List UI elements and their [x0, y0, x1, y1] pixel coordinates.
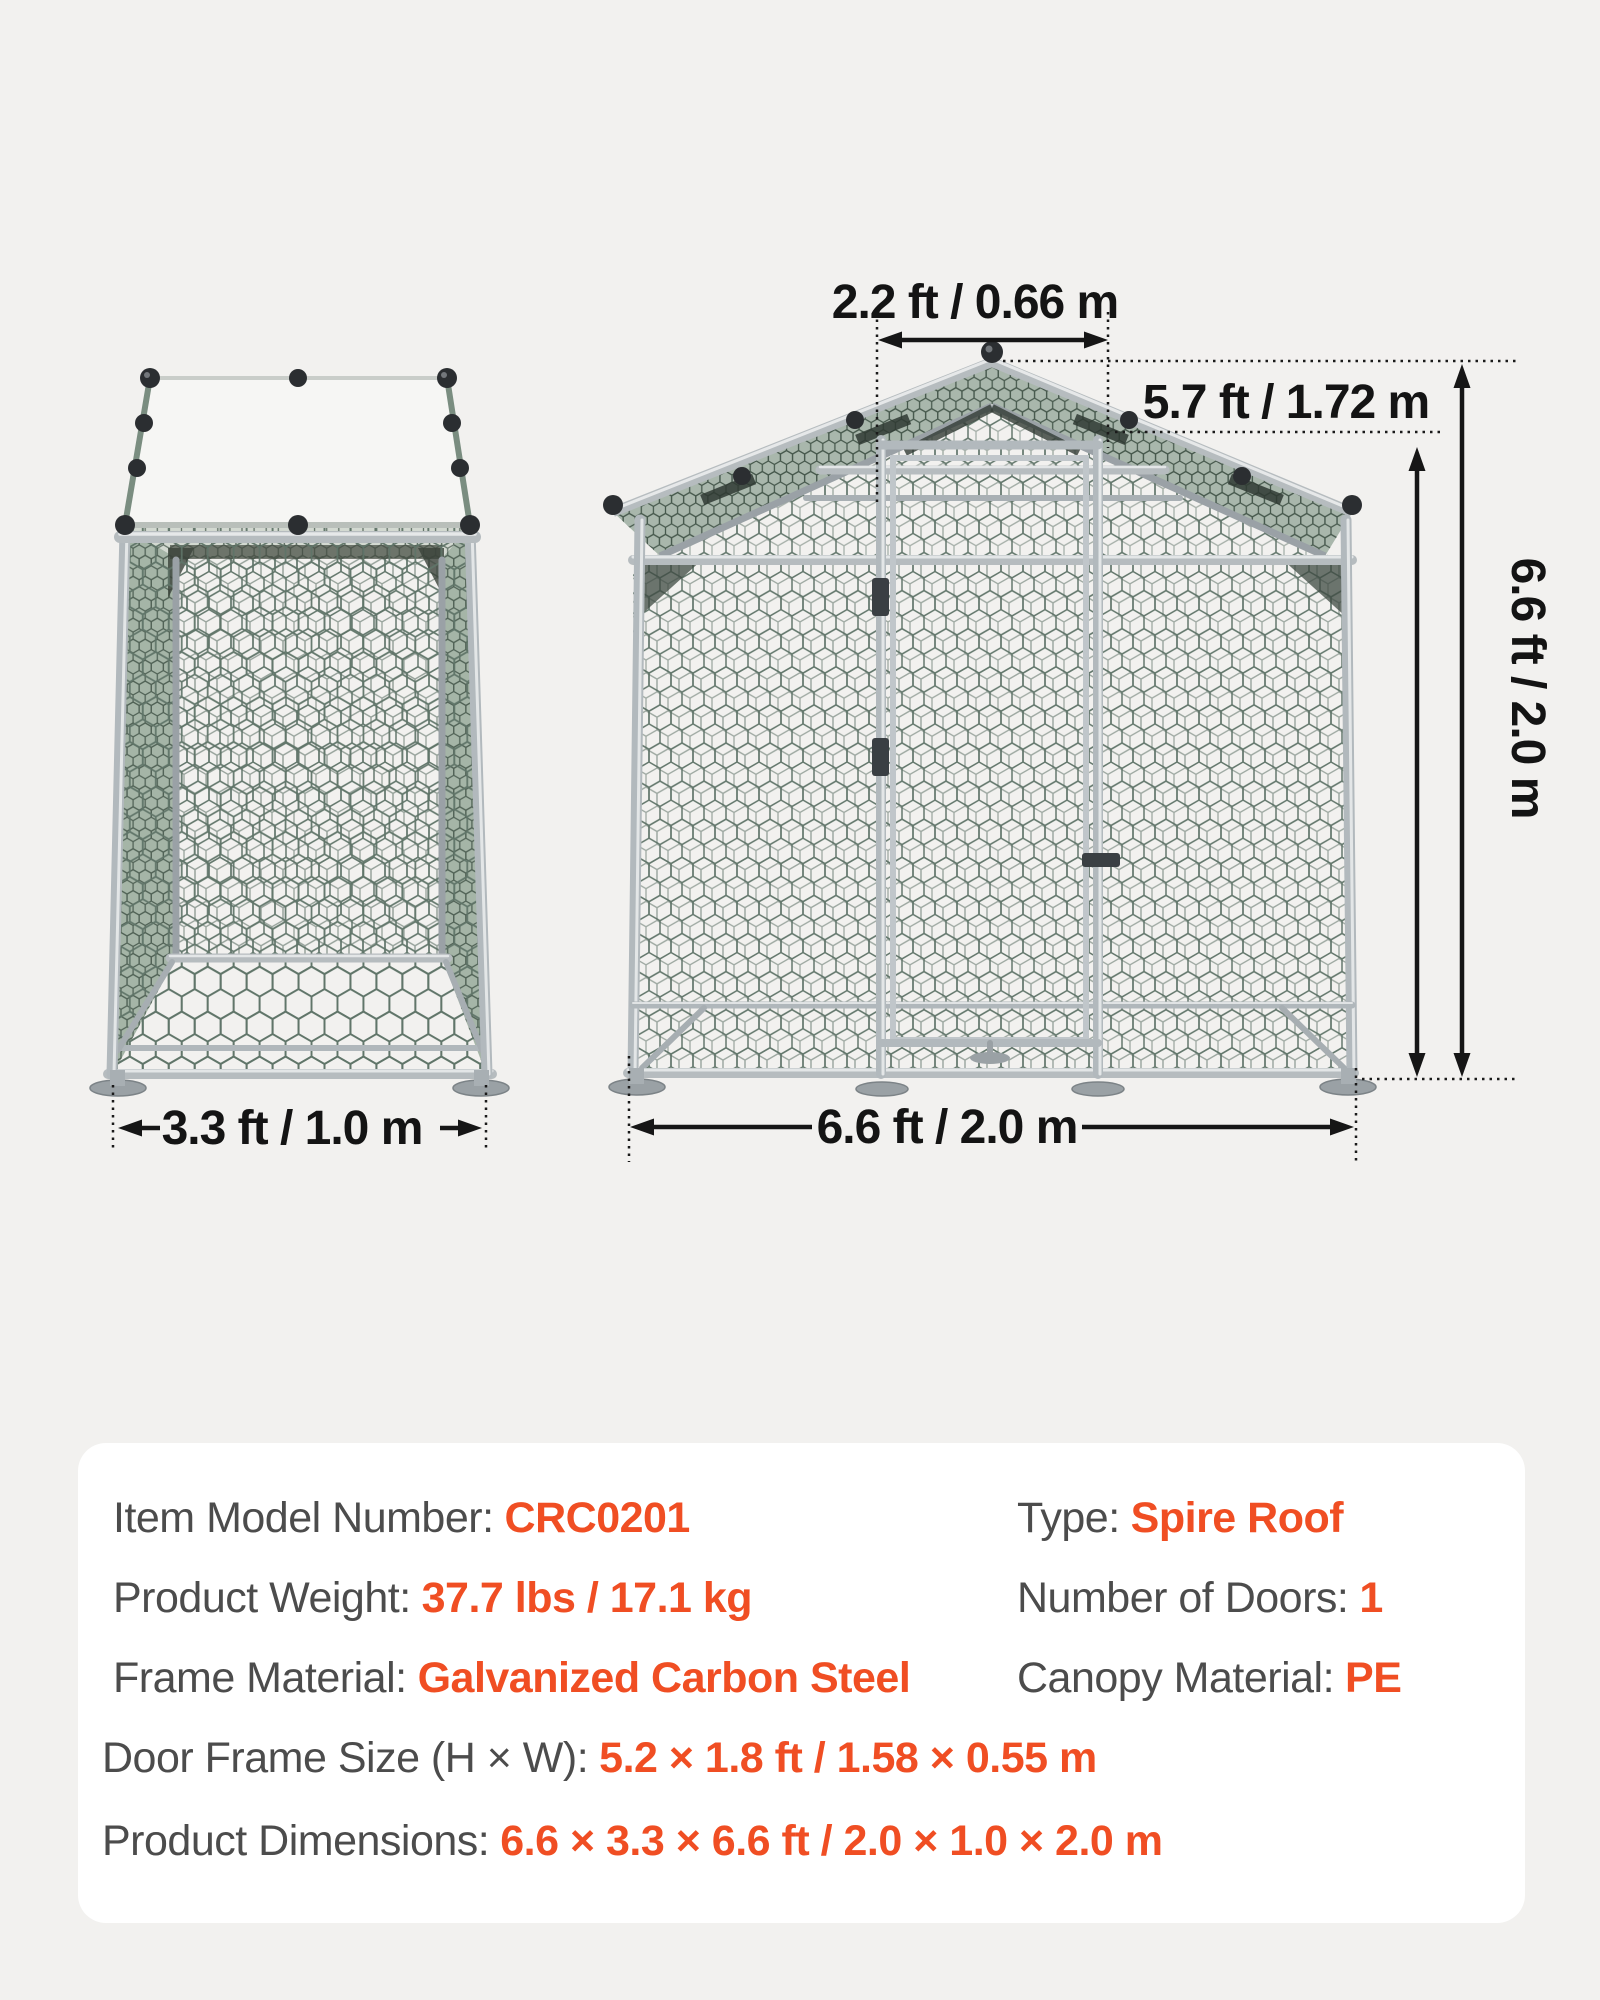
spec-value: Spire Roof	[1130, 1494, 1344, 1542]
spec-product-weight	[113, 1573, 752, 1623]
spec-label: Frame Material:	[113, 1654, 407, 1702]
spec-value: CRC0201	[504, 1494, 690, 1542]
spec-product-dimensions	[102, 1816, 1163, 1866]
spec-type	[1017, 1493, 1343, 1543]
spec-label: Type:	[1017, 1494, 1120, 1542]
spec-canopy-material	[1017, 1653, 1401, 1703]
spec-item-model-number	[113, 1493, 690, 1543]
dim-label-depth: 3.3 ft / 1.0 m	[161, 1102, 423, 1155]
dim-label-base-width: 6.6 ft / 2.0 m	[816, 1101, 1078, 1154]
spec-label: Canopy Material:	[1017, 1654, 1335, 1702]
spec-value: 37.7 lbs / 17.1 kg	[421, 1574, 753, 1622]
spec-label: Item Model Number:	[113, 1494, 494, 1542]
spec-value: 5.2 × 1.8 ft / 1.58 × 0.55 m	[599, 1734, 1097, 1782]
spec-label: Product Dimensions:	[102, 1817, 490, 1865]
spec-label: Number of Doors:	[1017, 1574, 1349, 1622]
spec-value: 6.6 × 3.3 × 6.6 ft / 2.0 × 1.0 × 2.0 m	[500, 1817, 1163, 1865]
spec-card	[78, 1443, 1525, 1923]
spec-value: Galvanized Carbon Steel	[417, 1654, 911, 1702]
dim-label-total-height: 6.6 ft / 2.0 m	[1501, 557, 1554, 819]
left-structure-side-view	[90, 368, 509, 1096]
spec-label: Door Frame Size (H × W):	[102, 1734, 589, 1782]
spec-frame-material	[113, 1653, 910, 1703]
right-structure-front-view	[603, 341, 1376, 1096]
spec-label: Product Weight:	[113, 1574, 411, 1622]
spec-value: 1	[1359, 1574, 1383, 1622]
pe-canopy	[125, 378, 470, 525]
dim-label-eave-height: 5.7 ft / 1.72 m	[1142, 376, 1430, 429]
spec-door-frame-size	[102, 1733, 1097, 1783]
spec-number-of-doors	[1017, 1573, 1383, 1623]
spec-value: PE	[1345, 1654, 1402, 1702]
dim-label-top-width: 2.2 ft / 0.66 m	[831, 276, 1119, 329]
